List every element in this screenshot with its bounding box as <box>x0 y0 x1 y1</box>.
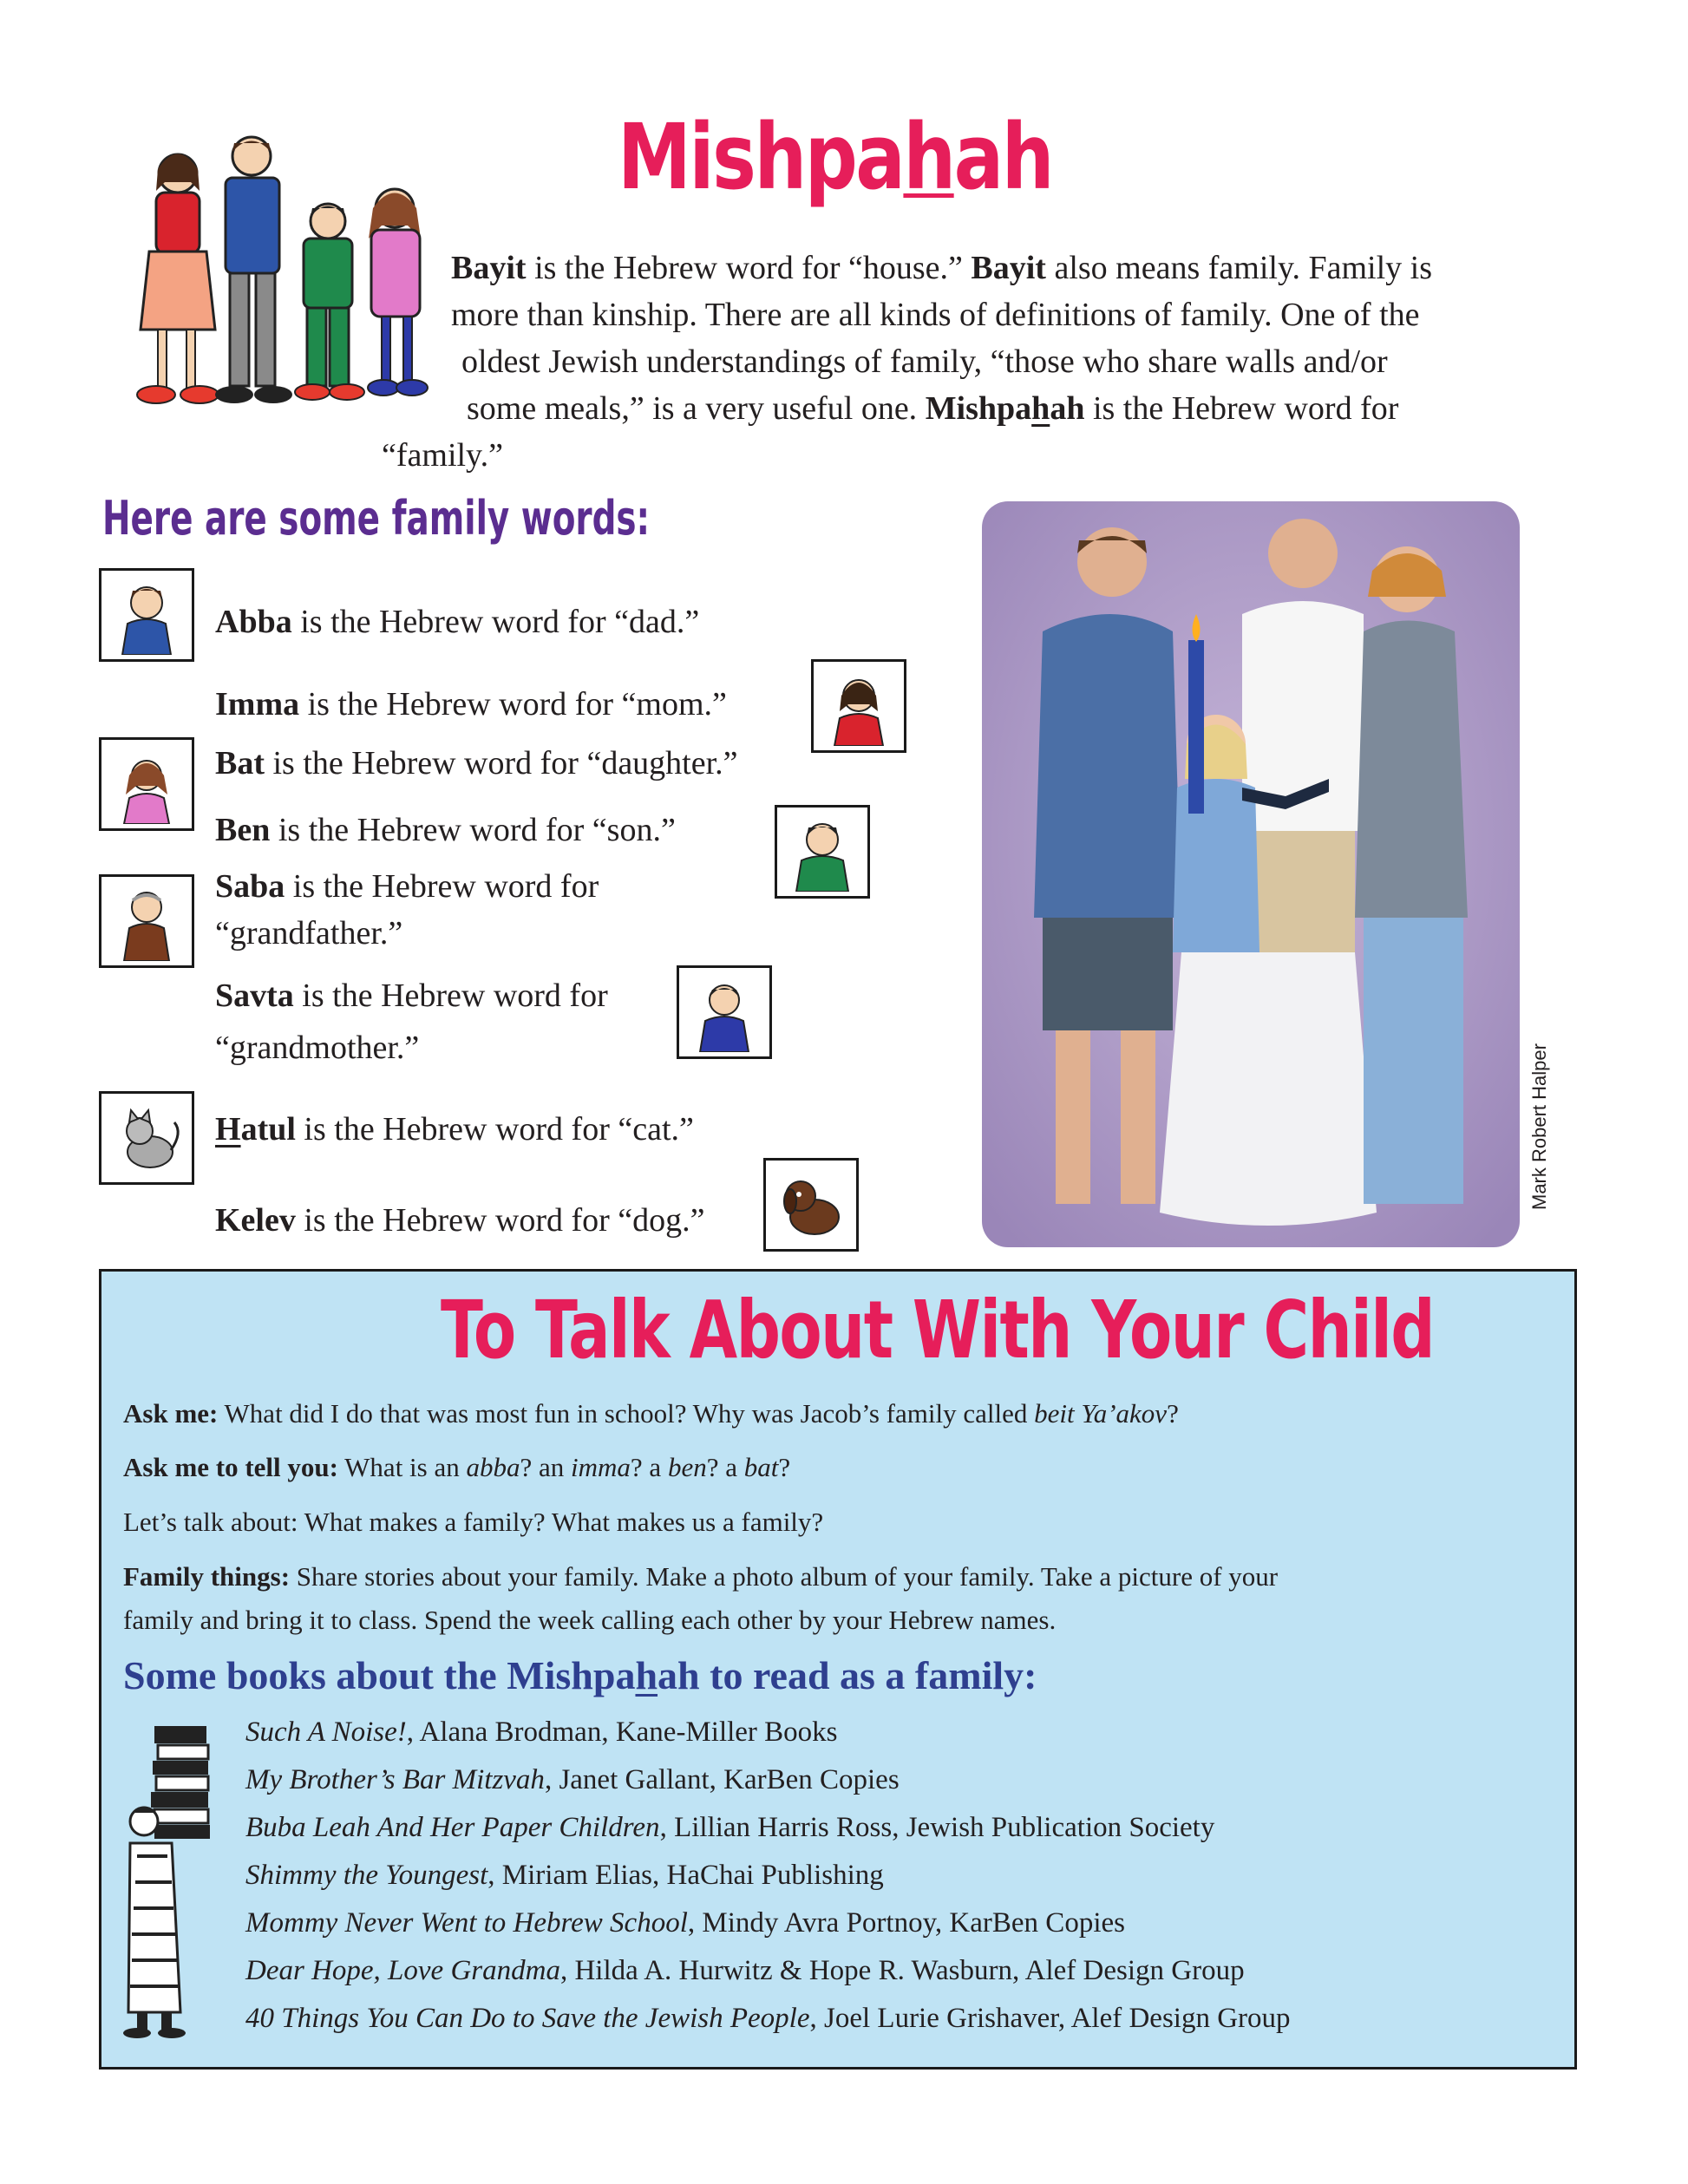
cat-icon <box>99 1091 194 1185</box>
book-item: Mommy Never Went to Hebrew School, Mindy Avra Portnoy, KarBen Copies <box>245 1907 1125 1939</box>
grandmother-icon <box>677 965 772 1059</box>
mother-icon <box>811 659 906 753</box>
word-savta: Savta is the Hebrew word for <box>215 978 608 1014</box>
word-saba: Saba is the Hebrew word for <box>215 868 599 905</box>
word-kelev: Kelev is the Hebrew word for “dog.” <box>215 1202 705 1239</box>
book-item: Dear Hope, Love Grandma, Hilda A. Hurwitz & Hope R. Wasburn, Alef Design Group <box>245 1955 1245 1986</box>
photo-credit: Mark Robert Halper <box>1528 1043 1550 1210</box>
father-icon <box>99 568 194 662</box>
reader-illustration <box>120 1726 241 2038</box>
family-words-heading: Here are some family words: <box>102 491 651 546</box>
ask-tell-line: Ask me to tell you: What is an abba? an imma? a ben? a bat? <box>123 1452 791 1482</box>
word-savta-line2: “grandmother.” <box>215 1030 420 1066</box>
word-abba: Abba is the Hebrew word for “dad.” <box>215 604 700 640</box>
book-item: Such A Noise!, Alana Brodman, Kane-Miller Books <box>245 1716 838 1748</box>
son-icon <box>775 805 870 899</box>
dog-icon <box>763 1158 859 1252</box>
word-imma: Imma is the Hebrew word for “mom.” <box>215 686 727 723</box>
family-photo <box>982 501 1520 1247</box>
grandfather-icon <box>99 874 194 968</box>
book-item: My Brother’s Bar Mitzvah, Janet Gallant, KarBen Copies <box>245 1764 900 1795</box>
book-item: Shimmy the Youngest, Miriam Elias, HaChai Publishing <box>245 1860 884 1891</box>
book-item: Buba Leah And Her Paper Children, Lillian Harris Ross, Jewish Publication Society <box>245 1812 1215 1843</box>
book-list <box>245 1709 1291 2043</box>
word-bat: Bat is the Hebrew word for “daughter.” <box>215 745 738 781</box>
lets-talk-line: Let’s talk about: What makes a family? What makes us a family? <box>123 1507 824 1537</box>
family-things-line1: Family things: Share stories about your family. Make a photo album of your family. Take a picture of your <box>123 1561 1279 1592</box>
family-things-line2: family and bring it to class. Spend the week calling each other by your Hebrew names. <box>123 1605 1057 1635</box>
word-saba-line2: “grandfather.” <box>215 915 403 951</box>
ask-me-line: Ask me: What did I do that was most fun in school? Why was Jacob’s family called beit Ya’akov? <box>123 1398 1179 1429</box>
books-heading: Some books about the Mishpahah to read as a family: <box>123 1653 1037 1697</box>
page-title: Mishpahah <box>618 104 1053 210</box>
intro-paragraph: Bayit is the Hebrew word for “house.” Bayit also means family. Family is more than kinship. There are all kinds of definitions of family. One of the oldest Jewish understandings of family, “those who share walls and/or some meals,” is a very useful one. Mishpahah is the Hebrew word for “family.” <box>382 250 1433 474</box>
talk-box-title: To Talk About With Your Child <box>441 1284 1435 1376</box>
word-ben: Ben is the Hebrew word for “son.” <box>215 812 676 848</box>
word-hatul: Hatul is the Hebrew word for “cat.” <box>215 1111 694 1148</box>
daughter-icon <box>99 737 194 831</box>
book-item: 40 Things You Can Do to Save the Jewish People, Joel Lurie Grishaver, Alef Design Group <box>245 2003 1291 2034</box>
